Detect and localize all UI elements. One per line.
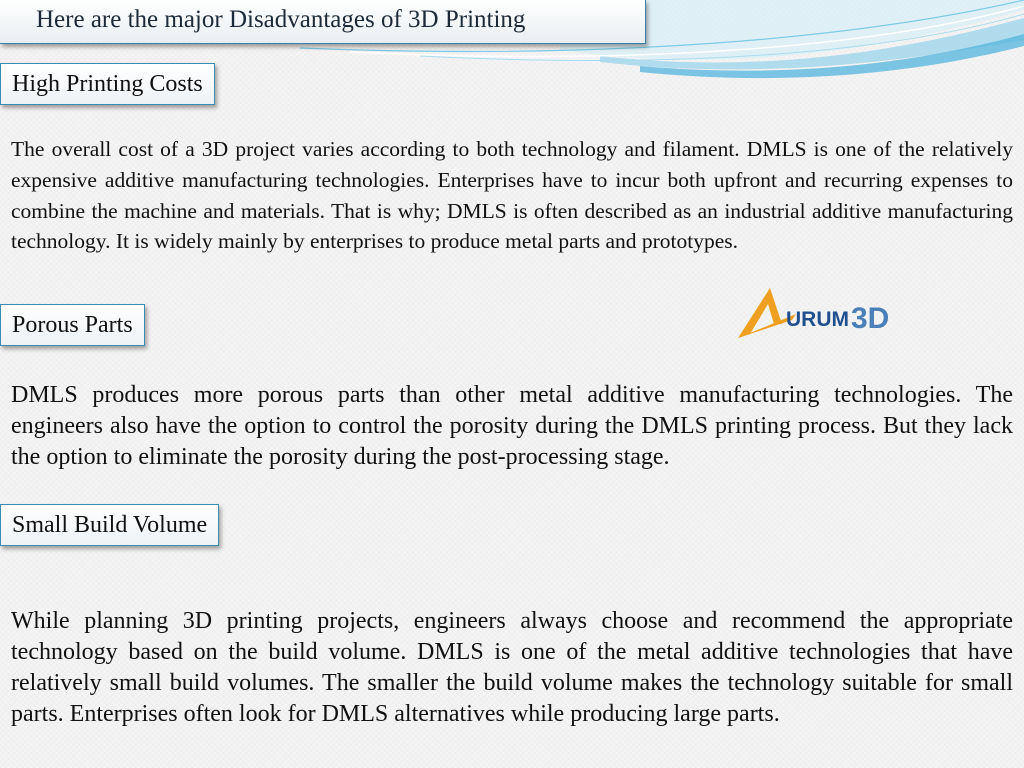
- paragraph-small-build-volume: While planning 3D printing projects, engineers always choose and recommend the appropriate technology based on the build volume. DMLS is one of the metal additive technologies that have relatively small build volumes. The smaller the build volume makes the technology suitable for small parts. Enterprises often look for DMLS alternatives while producing large parts.: [11, 608, 1013, 727]
- slide-title-box: [0, 0, 646, 44]
- aurum3d-logo: [736, 284, 912, 342]
- logo-text-3d: 3D: [851, 302, 890, 335]
- heading-high-printing-costs: High Printing Costs: [0, 63, 215, 105]
- heading-small-build-volume: Small Build Volume: [0, 504, 219, 546]
- logo-text-urum: URUM: [786, 308, 849, 331]
- heading-porous-parts: Porous Parts: [0, 304, 145, 346]
- paragraph-porous-parts: DMLS produces more porous parts than other metal additive manufacturing technologies. The engineers also have the option to control the porosity during the DMLS printing process. But they lack the option to eliminate the porosity during the post-processing stage.: [11, 382, 1013, 470]
- slide-title: Here are the major Disadvantages of 3D Printing: [36, 6, 526, 33]
- paragraph-high-printing-costs: The overall cost of a 3D project varies according to both technology and filament. DMLS is one of the relatively expensive additive manufacturing technologies. Enterprises have to incur both upfront and recurring expenses to combine the machine and materials. That is why; DMLS is often described as an industrial additive manufacturing technology. It is widely mainly by enterprises to produce metal parts and prototypes.: [11, 137, 1013, 254]
